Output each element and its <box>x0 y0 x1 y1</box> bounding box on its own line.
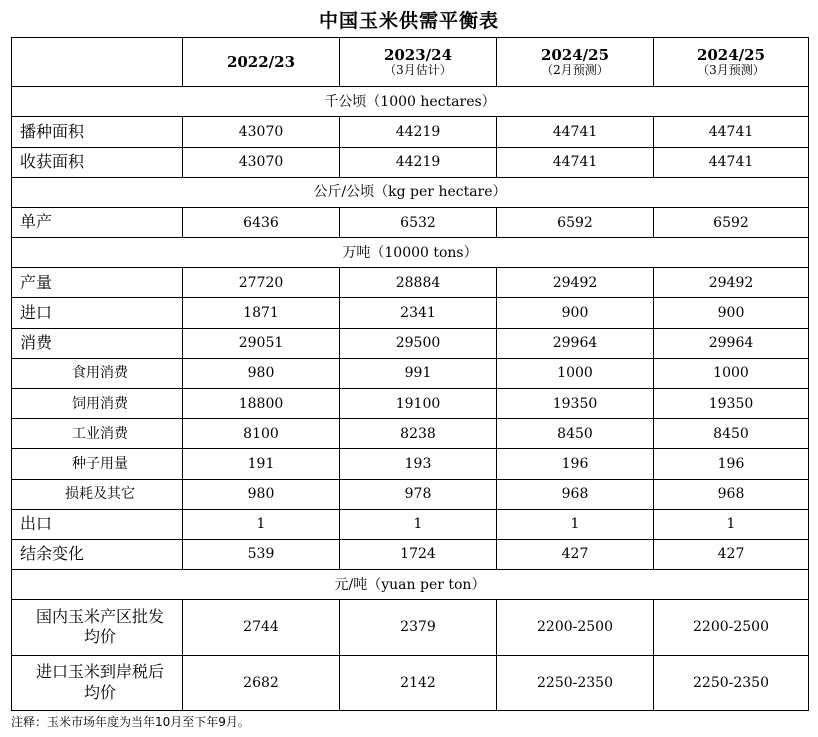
table-cell: 44741 <box>497 147 654 177</box>
table-cell: 427 <box>497 539 654 569</box>
table-cell: 900 <box>654 298 809 328</box>
table-cell: 1724 <box>340 539 497 569</box>
page-title: 中国玉米供需平衡表 <box>318 10 499 32</box>
unit-label: 千公顷（1000 hectares） <box>12 87 809 117</box>
table-cell: 196 <box>654 449 809 479</box>
table-cell: 19100 <box>340 389 497 419</box>
table-cell: 2250-2350 <box>654 655 809 710</box>
row-label: 出口 <box>12 509 183 539</box>
column-header: 2022/23 <box>183 38 340 87</box>
table-row <box>12 449 809 479</box>
unit-label: 公斤/公顷（kg per hectare） <box>12 177 809 207</box>
row-label: 损耗及其它 <box>12 479 183 509</box>
table-cell: 1000 <box>654 358 809 388</box>
table-cell: 991 <box>340 358 497 388</box>
table-row <box>12 509 809 539</box>
table-cell: 43070 <box>183 147 340 177</box>
table-row <box>12 117 809 147</box>
unit-row <box>12 238 809 268</box>
row-label: 饲用消费 <box>12 389 183 419</box>
table-cell: 2250-2350 <box>497 655 654 710</box>
header-row <box>12 38 809 87</box>
table-cell: 2682 <box>183 655 340 710</box>
row-label: 国内玉米产区批发 均价 <box>12 600 183 655</box>
table-row <box>12 147 809 177</box>
table-cell: 968 <box>497 479 654 509</box>
table-cell: 29051 <box>183 328 340 358</box>
table-cell: 8450 <box>654 419 809 449</box>
row-label: 产量 <box>12 268 183 298</box>
table-cell: 2200-2500 <box>497 600 654 655</box>
table-row <box>12 419 809 449</box>
row-label: 消费 <box>12 328 183 358</box>
table-cell: 8100 <box>183 419 340 449</box>
table-cell: 1 <box>183 509 340 539</box>
footnote: 注释：玉米市场年度为当年10月至下年9月。 <box>11 715 250 729</box>
table-cell: 193 <box>340 449 497 479</box>
table-cell: 980 <box>183 479 340 509</box>
table-row <box>12 207 809 237</box>
unit-row <box>12 570 809 600</box>
row-label: 进口玉米到岸税后 均价 <box>12 655 183 710</box>
table-cell: 29492 <box>654 268 809 298</box>
unit-row <box>12 87 809 117</box>
table-cell: 980 <box>183 358 340 388</box>
table-cell: 27720 <box>183 268 340 298</box>
table-row <box>12 600 809 655</box>
table-cell: 6436 <box>183 207 340 237</box>
table-cell: 427 <box>654 539 809 569</box>
row-label: 进口 <box>12 298 183 328</box>
table-row <box>12 539 809 569</box>
table-cell: 19350 <box>654 389 809 419</box>
unit-label: 万吨（10000 tons） <box>12 238 809 268</box>
table-cell: 2200-2500 <box>654 600 809 655</box>
table-cell: 29964 <box>654 328 809 358</box>
table-cell: 28884 <box>340 268 497 298</box>
row-label: 食用消费 <box>12 358 183 388</box>
table-cell: 43070 <box>183 117 340 147</box>
table-cell: 2341 <box>340 298 497 328</box>
table-cell: 900 <box>497 298 654 328</box>
column-header: 2024/25 （3月预测） <box>654 38 809 87</box>
table-cell: 1 <box>654 509 809 539</box>
table-row <box>12 268 809 298</box>
corner-cell <box>12 38 183 87</box>
table-cell: 29964 <box>497 328 654 358</box>
row-label: 结余变化 <box>12 539 183 569</box>
column-header: 2024/25 （2月预测） <box>497 38 654 87</box>
table-cell: 8238 <box>340 419 497 449</box>
table-cell: 1 <box>340 509 497 539</box>
table-cell: 8450 <box>497 419 654 449</box>
table-cell: 44219 <box>340 117 497 147</box>
table-cell: 2379 <box>340 600 497 655</box>
table-row <box>12 655 809 710</box>
table-cell: 1 <box>497 509 654 539</box>
table-cell: 44741 <box>654 147 809 177</box>
column-header: 2023/24 （3月估计） <box>340 38 497 87</box>
table-row <box>12 479 809 509</box>
table-cell: 29500 <box>340 328 497 358</box>
table-row <box>12 389 809 419</box>
unit-row <box>12 177 809 207</box>
table-cell: 978 <box>340 479 497 509</box>
table-row <box>12 328 809 358</box>
table-cell: 44741 <box>654 117 809 147</box>
table-cell: 44741 <box>497 117 654 147</box>
table-cell: 2744 <box>183 600 340 655</box>
row-label: 工业消费 <box>12 419 183 449</box>
row-label: 收获面积 <box>12 147 183 177</box>
row-label: 种子用量 <box>12 449 183 479</box>
table-cell: 196 <box>497 449 654 479</box>
table-row <box>12 298 809 328</box>
table-cell: 6592 <box>497 207 654 237</box>
table-cell: 539 <box>183 539 340 569</box>
row-label: 播种面积 <box>12 117 183 147</box>
unit-label: 元/吨（yuan per ton） <box>12 570 809 600</box>
table-cell: 44219 <box>340 147 497 177</box>
balance-table <box>11 37 809 711</box>
table-cell: 6532 <box>340 207 497 237</box>
row-label: 单产 <box>12 207 183 237</box>
table-cell: 29492 <box>497 268 654 298</box>
table-row <box>12 358 809 388</box>
table-cell: 2142 <box>340 655 497 710</box>
table-cell: 968 <box>654 479 809 509</box>
table-cell: 1871 <box>183 298 340 328</box>
table-cell: 1000 <box>497 358 654 388</box>
table-cell: 18800 <box>183 389 340 419</box>
table-cell: 191 <box>183 449 340 479</box>
table-cell: 19350 <box>497 389 654 419</box>
table-cell: 6592 <box>654 207 809 237</box>
